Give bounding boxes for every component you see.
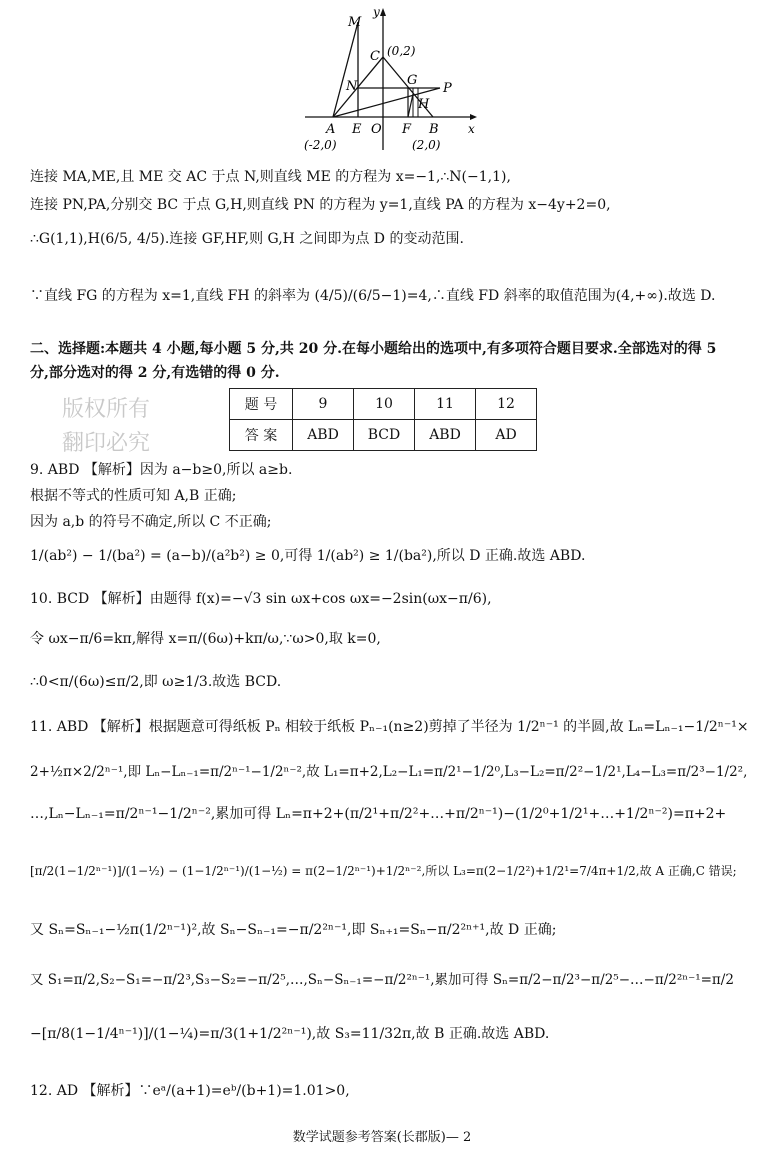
label-y: y <box>373 5 380 19</box>
text-line: 根据不等式的性质可知 A,B 正确; <box>30 488 237 504</box>
label-c-coord: (0,2) <box>387 44 416 58</box>
table-row <box>230 420 537 451</box>
label-a: A <box>326 122 336 137</box>
text-line: 1/(ab²) − 1/(ba²) = (a−b)/(a²b²) ≥ 0,可得 1/(ab²) ≥ 1/(ba²),所以 D 正确.故选 ABD. <box>30 548 586 564</box>
label-p: P <box>443 81 452 96</box>
table-cell: AD <box>476 420 537 451</box>
text-line: ∴0<π/(6ω)≤π/2,即 ω≥1/3.故选 BCD. <box>30 674 282 690</box>
section-heading: 二、选择题:本题共 4 小题,每小题 5 分,共 20 分.在每小题给出的选项中,有多项符合题目要求.全部选对的得 5 <box>30 341 717 357</box>
text-line: …,Lₙ−Lₙ₋₁=π/2ⁿ⁻¹−1/2ⁿ⁻²,累加可得 Lₙ=π+2+(π/2¹+π/2²+…+π/2ⁿ⁻¹)−(1/2⁰+1/2¹+…+1/2ⁿ⁻²)=π+2+ <box>30 806 727 822</box>
text-line: 12. AD 【解析】∵eᵃ/(a+1)=eᵇ/(b+1)=1.01>0, <box>30 1083 350 1099</box>
table-cell: ABD <box>415 420 476 451</box>
text-line: ∵直线 FG 的方程为 x=1,直线 FH 的斜率为 (4/5)/(6/5−1)=4,∴直线 FD 斜率的取值范围为(4,+∞).故选 D. <box>30 288 716 304</box>
text-line: −[π/8(1−1/4ⁿ⁻¹)]/(1−¼)=π/3(1+1/2²ⁿ⁻¹),故 S₃=11/32π,故 B 正确.故选 ABD. <box>30 1026 550 1042</box>
label-x: x <box>468 122 475 136</box>
table-cell: 9 <box>293 389 354 420</box>
table-cell: 题 号 <box>230 389 293 420</box>
text-line: 又 Sₙ=Sₙ₋₁−½π(1/2ⁿ⁻¹)²,故 Sₙ−Sₙ₋₁=−π/2²ⁿ⁻¹,即 Sₙ₊₁=Sₙ−π/2²ⁿ⁺¹,故 D 正确; <box>30 922 557 938</box>
text-line: 11. ABD 【解析】根据题意可得纸板 Pₙ 相较于纸板 Pₙ₋₁(n≥2)剪掉了半径为 1/2ⁿ⁻¹ 的半圆,故 Lₙ=Lₙ₋₁−1/2ⁿ⁻¹× <box>30 719 749 735</box>
text-line: 连接 PN,PA,分别交 BC 于点 G,H,则直线 PN 的方程为 y=1,直线 PA 的方程为 x−4y+2=0, <box>30 197 611 213</box>
text-line: 2+½π×2/2ⁿ⁻¹,即 Lₙ−Lₙ₋₁=π/2ⁿ⁻¹−1/2ⁿ⁻²,故 L₁=π+2,L₂−L₁=π/2¹−1/2⁰,L₃−L₂=π/2²−1/2¹,L₄−L₃=π/2³−1/2², <box>30 764 748 780</box>
label-m: M <box>348 15 362 30</box>
label-e: E <box>352 122 362 137</box>
table-cell: 10 <box>354 389 415 420</box>
table-cell: 12 <box>476 389 537 420</box>
answer-table <box>229 388 537 451</box>
text-line: ∴G(1,1),H(6/5, 4/5).连接 GF,HF,则 G,H 之间即为点 D 的变动范围. <box>30 231 464 247</box>
table-cell: BCD <box>354 420 415 451</box>
label-g: G <box>407 73 418 88</box>
section-heading-cont: 分,部分选对的得 2 分,有选错的得 0 分. <box>30 365 280 381</box>
table-cell: 11 <box>415 389 476 420</box>
table-cell: 答 案 <box>230 420 293 451</box>
text-line: 因为 a,b 的符号不确定,所以 C 不正确; <box>30 514 272 530</box>
label-b: B <box>429 122 439 137</box>
watermark: 版权所有 翻印必究 <box>62 397 151 456</box>
table-row <box>230 389 537 420</box>
label-c: C <box>370 49 380 64</box>
label-b-coord: (2,0) <box>412 138 441 152</box>
text-line: 9. ABD 【解析】因为 a−b≥0,所以 a≥b. <box>30 462 293 478</box>
table-cell: ABD <box>293 420 354 451</box>
label-o: O <box>371 122 382 137</box>
text-line: [π/2(1−1/2ⁿ⁻¹)]/(1−½) − (1−1/2ⁿ⁻¹)/(1−½) = π(2−1/2ⁿ⁻¹)+1/2ⁿ⁻²,所以 L₃=π(2−1/2²)+1/2¹=7/4π+1/2,故 A 正确,C 错误; <box>30 864 737 878</box>
text-line: 连接 MA,ME,且 ME 交 AC 于点 N,则直线 ME 的方程为 x=−1,∴N(−1,1), <box>30 169 511 185</box>
page-footer: 数学试题参考答案(长郡版)— 2 <box>292 1130 472 1145</box>
text-line: 令 ωx−π/6=kπ,解得 x=π/(6ω)+kπ/ω,∵ω>0,取 k=0, <box>30 631 381 647</box>
text-line: 又 S₁=π/2,S₂−S₁=−π/2³,S₃−S₂=−π/2⁵,…,Sₙ−Sₙ₋₁=−π/2²ⁿ⁻¹,累加可得 Sₙ=π/2−π/2³−π/2⁵−…−π/2²ⁿ⁻¹=π/2 <box>30 972 734 988</box>
label-a-coord: (-2,0) <box>304 138 337 152</box>
label-f: F <box>402 122 412 137</box>
label-n: N <box>346 79 358 94</box>
text-line: 10. BCD 【解析】由题得 f(x)=−√3 sin ωx+cos ωx=−2sin(ωx−π/6), <box>30 591 492 607</box>
coordinate-figure <box>0 0 764 160</box>
label-h: H <box>418 97 430 112</box>
